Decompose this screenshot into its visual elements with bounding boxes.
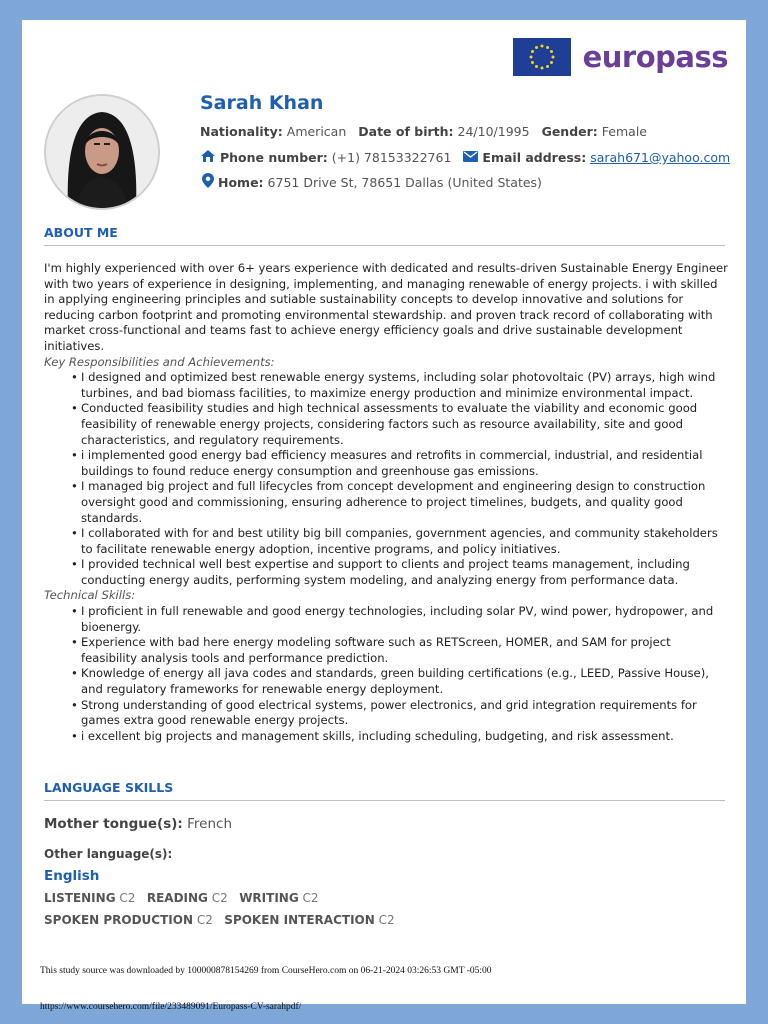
spoken-interaction-label: SPOKEN INTERACTION (224, 913, 375, 927)
language-section-title: LANGUAGE SKILLS (44, 780, 174, 795)
email-label: Email address: (482, 150, 587, 165)
phone-label: Phone number: (220, 150, 328, 165)
list-item: • Conducted feasibility studies and high technical assessments to evaluate the viability and economic good feasibility of renewable energy projects, considering factors such as resource availability, site and good characteristics, and regulatory requirements. (71, 401, 698, 447)
bullet-dot: • (71, 448, 78, 463)
about-divider (44, 245, 725, 246)
spoken-levels-row (44, 913, 395, 927)
nationality-value: American (286, 124, 347, 139)
location-pin-icon (202, 173, 214, 191)
listening-level: C2 (119, 891, 136, 905)
bullet-dot: • (71, 728, 78, 743)
bullet-dot: • (71, 635, 78, 650)
reading-label: READING (146, 891, 208, 905)
envelope-icon (463, 150, 478, 165)
profile-photo (44, 94, 160, 210)
home-label: Home: (218, 174, 264, 190)
list-item: • i excellent big projects and management skills, including scheduling, budgeting, and risk assessment. (71, 728, 674, 743)
list-item: • Strong understanding of good electrical systems, power electronics, and grid integration requirements for games extra good renewable energy projects. (71, 697, 697, 728)
home-value: 6751 Drive St, 78651 Dallas (United States) (267, 174, 542, 190)
nationality-label: Nationality: (200, 124, 283, 139)
spoken-interaction-level: C2 (378, 913, 395, 927)
list-item: • I designed and optimized best renewable energy systems, including solar photovoltaic (PV) arrays, high wind turbines, and bad biomass facilities, to maximize energy production and minimize environmental impact. (71, 370, 716, 400)
dob-value: 24/10/1995 (457, 124, 530, 139)
europass-logo (513, 38, 728, 76)
reading-level: C2 (211, 891, 228, 905)
person-name: Sarah Khan (200, 92, 324, 114)
responsibilities-list (44, 370, 730, 588)
language-divider (44, 800, 725, 801)
gender-value: Female (601, 124, 647, 139)
language-name: English (44, 868, 100, 884)
phone-value: (+1) 78153322761 (331, 150, 452, 165)
list-item: • I provided technical well best expertise and support to clients and project teams management, including conducting energy audits, performing system modeling, and analyzing energy from performance data. (71, 557, 690, 587)
bullet-dot: • (71, 526, 78, 541)
spoken-production-level: C2 (196, 913, 213, 927)
bullet-dot: • (71, 666, 78, 681)
list-item: • I managed big project and full lifecycles from concept development and engineering design to construction oversight good and commissioning, ensuring adherence to project timelines, budgets, and quality good standards. (71, 479, 706, 525)
technical-skills-list (44, 604, 730, 744)
eu-flag-icon (513, 38, 571, 76)
about-section-title: ABOUT ME (44, 225, 118, 240)
other-languages-label: Other language(s): (44, 847, 173, 861)
listening-label: LISTENING (44, 891, 116, 905)
bullet-dot: • (71, 697, 78, 712)
download-source-note: This study source was downloaded by 100000878154269 from CourseHero.com on 06-21-2024 03:26:53 GMT -05:00 (40, 966, 492, 976)
spoken-production-label: SPOKEN PRODUCTION (44, 913, 193, 927)
list-item: • I collaborated with for and best utility big bill companies, government agencies, and community stakeholders to facilitate renewable energy adoption, incentive programs, and policy initiatives. (71, 526, 718, 556)
mother-tongue-row (44, 816, 232, 832)
home-phone-icon (200, 149, 216, 166)
bullet-dot: • (71, 401, 78, 416)
list-item: • I proficient in full renewable and good energy technologies, including solar PV, wind power, hydropower, and bioenergy. (71, 604, 714, 634)
technical-skills-heading: Technical Skills: (44, 588, 136, 603)
source-url[interactable]: https://www.coursehero.com/file/233489091/Europass-CV-sarahpdf/ (40, 1002, 302, 1012)
europass-wordmark: europass (582, 40, 728, 74)
writing-label: WRITING (239, 891, 299, 905)
about-section (44, 261, 730, 744)
mother-tongue-label: Mother tongue(s): (44, 816, 183, 832)
list-item: • Knowledge of energy all java codes and standards, green building certifications (e.g., LEED, Passive House), and regulatory frameworks for renewable energy deployment. (71, 666, 709, 697)
dob-label: Date of birth: (358, 124, 454, 139)
about-intro: I'm highly experienced with over 6+ years experience with dedicated and results-driven Sustainable Energy Engineer with two years of experience in designing, implementing, and managing renewable of energy projects. i with skilled in applying engineering principles and sutiable sustainability concepts to develop innovative and solutions for reducing carbon footprint and promoting environmental stewardship. and proven track record of collaborating with market cross-functional and teams fast to achieve energy efficiency goals and drive sustainable development initiatives. (44, 261, 728, 353)
bullet-dot: • (71, 557, 78, 572)
address-row (200, 173, 542, 191)
bullet-dot: • (71, 604, 78, 619)
personal-info-row (200, 124, 647, 139)
mother-tongue-value: French (187, 816, 233, 832)
cv-page (22, 20, 746, 1024)
bullet-dot: • (71, 370, 78, 385)
writing-level: C2 (302, 891, 319, 905)
responsibilities-heading: Key Responsibilities and Achievements: (44, 354, 275, 369)
contact-row (200, 149, 730, 166)
email-link[interactable]: sarah671@yahoo.com (590, 150, 731, 165)
gender-label: Gender: (541, 124, 598, 139)
list-item: • i implemented good energy bad efficiency measures and retrofits in commercial, industrial, and residential buildings to found reduce energy consumption and greenhouse gas emissions. (71, 448, 703, 478)
language-levels-row (44, 891, 319, 905)
list-item: • Experience with bad here energy modeling software such as RETScreen, HOMER, and SAM for project feasibility analysis tools and performance prediction. (71, 635, 671, 665)
bullet-dot: • (71, 479, 78, 494)
